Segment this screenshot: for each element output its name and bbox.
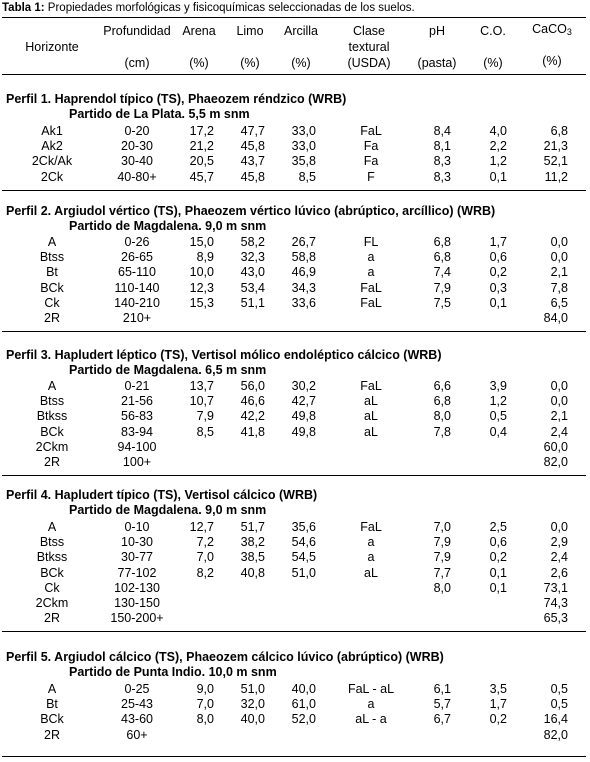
cell-arena: 15,3 — [189, 295, 214, 310]
cell-caco3: 0,5 — [550, 697, 568, 712]
cell-horizonte: A — [47, 379, 57, 393]
cell-caco3: 2,4 — [550, 424, 568, 439]
caption-label: Tabla 1: — [2, 2, 45, 14]
cell-caco3: 73,1 — [543, 580, 568, 595]
cell-co: 2,5 — [489, 520, 507, 534]
cell-profundidad: 26-65 — [121, 250, 153, 265]
cell-profundidad: 20-30 — [121, 139, 153, 154]
cell-caco3: 74,3 — [543, 596, 568, 610]
cell-arcilla: 46,9 — [291, 265, 316, 280]
cell-profundidad: 0-10 — [124, 520, 150, 534]
cell-caco3: 7,8 — [550, 280, 568, 295]
cell-limo: 41,8 — [240, 424, 265, 439]
cell-caco3: 2,4 — [550, 550, 568, 565]
caption-text: Propiedades morfológicas y fisicoquímicas seleccionadas de los suelos. — [44, 2, 415, 14]
header-caco3-base: CaCO — [532, 22, 567, 36]
cell-clase-textural: Fa — [363, 154, 379, 169]
cell-limo: 51,0 — [240, 682, 265, 696]
header-ph-unit: (pasta) — [417, 56, 457, 70]
cell-horizonte: 2R — [44, 455, 60, 469]
cell-arcilla: 26,7 — [291, 235, 316, 249]
cell-arcilla: 35,6 — [291, 520, 316, 534]
cell-profundidad: 130-150 — [114, 596, 160, 610]
cell-horizonte: Btss — [39, 394, 65, 409]
cell-limo: 51,7 — [240, 520, 265, 534]
cell-limo: 32,0 — [240, 697, 265, 712]
cell-horizonte: Ak1 — [41, 124, 63, 138]
cell-co: 2,2 — [489, 139, 507, 154]
cell-profundidad: 43-60 — [121, 712, 153, 727]
cell-horizonte: Btss — [39, 535, 65, 550]
cell-clase-textural: aL — [364, 565, 378, 580]
cell-horizonte: Ak2 — [41, 139, 63, 154]
header-arena-unit: (%) — [189, 56, 209, 70]
cell-profundidad: 10-30 — [121, 535, 153, 550]
cell-horizonte: A — [47, 682, 57, 696]
profile-separator-rule — [2, 631, 586, 632]
cell-ph: 8,4 — [433, 124, 451, 138]
cell-co: 3,9 — [489, 379, 507, 393]
cell-clase-textural: a — [367, 535, 375, 550]
cell-co: 0,3 — [489, 280, 507, 295]
header-caco3-sub: 3 — [566, 27, 572, 37]
cell-ph: 5,7 — [433, 697, 451, 712]
cell-ph: 8,1 — [433, 139, 451, 154]
cell-caco3: 2,9 — [550, 535, 568, 550]
cell-arena: 8,5 — [196, 424, 214, 439]
cell-limo: 58,2 — [240, 235, 265, 249]
cell-arena: 21,2 — [189, 139, 214, 154]
cell-caco3: 0,5 — [550, 682, 568, 696]
cell-co: 0,1 — [489, 580, 507, 595]
cell-limo: 45,8 — [240, 139, 265, 154]
cell-limo: 32,3 — [240, 250, 265, 265]
cell-arcilla: 40,0 — [291, 682, 316, 696]
cell-arena: 7,2 — [196, 535, 214, 550]
bottom-rule — [2, 756, 586, 757]
cell-clase-textural: a — [367, 265, 375, 280]
cell-clase-textural: Fa — [363, 139, 379, 154]
cell-horizonte: BCk — [40, 565, 64, 580]
header-limo-unit: (%) — [240, 56, 260, 70]
cell-profundidad: 140-210 — [114, 295, 160, 310]
cell-ph: 7,9 — [433, 535, 451, 550]
cell-ph: 8,0 — [433, 580, 451, 595]
cell-clase-textural: a — [367, 250, 375, 265]
cell-profundidad: 30-77 — [121, 550, 153, 565]
cell-caco3: 2,1 — [550, 265, 568, 280]
cell-horizonte: Btkss — [36, 550, 68, 565]
cell-caco3: 0,0 — [550, 520, 568, 534]
cell-clase-textural: FaL — [360, 280, 382, 295]
cell-ph: 8,3 — [433, 169, 451, 184]
cell-ph: 6,6 — [433, 379, 451, 393]
cell-clase-textural: FaL — [360, 520, 382, 534]
cell-caco3: 0,0 — [550, 379, 568, 393]
cell-arcilla: 61,0 — [291, 697, 316, 712]
cell-caco3: 52,1 — [543, 154, 568, 169]
cell-profundidad: 0-26 — [124, 235, 150, 249]
cell-arena: 20,5 — [189, 154, 214, 169]
profile-subtitle: Partido de Punta Indio. 10,0 m snm — [69, 665, 277, 679]
cell-co: 0,1 — [489, 295, 507, 310]
cell-arena: 8,0 — [196, 712, 214, 727]
cell-limo: 40,8 — [240, 565, 265, 580]
cell-caco3: 60,0 — [543, 439, 568, 454]
cell-horizonte: A — [47, 235, 57, 249]
cell-limo: 46,6 — [240, 394, 265, 409]
profile-separator-rule — [2, 331, 586, 332]
cell-profundidad: 0-21 — [124, 379, 150, 393]
cell-clase-textural: aL — [364, 424, 378, 439]
cell-limo: 47,7 — [240, 124, 265, 138]
cell-horizonte: 2Ckm — [35, 596, 69, 610]
cell-arena: 45,7 — [189, 169, 214, 184]
top-rule — [2, 17, 586, 18]
cell-arena: 12,3 — [189, 280, 214, 295]
cell-co: 0,5 — [489, 409, 507, 424]
cell-clase-textural: FaL — [360, 295, 382, 310]
cell-ph: 7,9 — [433, 550, 451, 565]
cell-arcilla: 54,5 — [291, 550, 316, 565]
cell-caco3: 6,5 — [550, 295, 568, 310]
cell-profundidad: 150-200+ — [110, 611, 164, 626]
cell-profundidad: 56-83 — [121, 409, 153, 424]
cell-profundidad: 100+ — [122, 455, 152, 469]
cell-horizonte: BCk — [40, 424, 64, 439]
profile-subtitle: Partido de La Plata. 5,5 m snm — [69, 107, 250, 121]
cell-horizonte: 2Ckm — [35, 439, 69, 454]
cell-co: 0,2 — [489, 712, 507, 727]
cell-horizonte: 2Ck — [40, 169, 64, 184]
cell-arcilla: 35,8 — [291, 154, 316, 169]
header-clase-2: textural — [348, 40, 390, 54]
cell-arcilla: 49,8 — [291, 409, 316, 424]
header-arcilla: Arcilla — [283, 24, 319, 38]
cell-horizonte: Ck — [44, 295, 60, 310]
cell-clase-textural: FaL — [360, 379, 382, 393]
cell-ph: 6,8 — [433, 250, 451, 265]
profile-title: Perfil 2. Argiudol vértico (TS), Phaeozem vértico lúvico (abrúptico, arcíllico) (WRB) — [6, 204, 496, 218]
header-co-unit: (%) — [483, 56, 503, 70]
cell-arcilla: 52,0 — [291, 712, 316, 727]
header-co: C.O. — [480, 24, 506, 38]
cell-limo: 38,2 — [240, 535, 265, 550]
cell-ph: 7,5 — [433, 295, 451, 310]
table-caption — [2, 1, 415, 15]
cell-clase-textural: a — [367, 697, 375, 712]
cell-caco3: 2,1 — [550, 409, 568, 424]
cell-arcilla: 33,0 — [291, 139, 316, 154]
cell-ph: 6,1 — [433, 682, 451, 696]
header-arena: Arena — [182, 24, 216, 38]
cell-ph: 6,8 — [433, 394, 451, 409]
cell-clase-textural: aL — [364, 394, 378, 409]
cell-profundidad: 40-80+ — [117, 169, 157, 184]
profile-subtitle: Partido de Magdalena. 9,0 m snm — [69, 219, 267, 233]
cell-horizonte: Ck — [44, 580, 60, 595]
profile-subtitle: Partido de Magdalena. 9,0 m snm — [69, 503, 267, 517]
cell-ph: 7,9 — [433, 280, 451, 295]
cell-profundidad: 0-20 — [124, 124, 150, 138]
cell-clase-textural: aL - a — [355, 712, 387, 727]
cell-limo: 51,1 — [240, 295, 265, 310]
cell-ph: 8,0 — [433, 409, 451, 424]
header-limo: Limo — [236, 24, 264, 38]
cell-ph: 7,7 — [433, 565, 451, 580]
cell-profundidad: 94-100 — [117, 439, 157, 454]
cell-arcilla: 42,7 — [291, 394, 316, 409]
cell-horizonte: BCk — [40, 280, 64, 295]
profile-separator-rule — [2, 190, 586, 191]
cell-profundidad: 60+ — [126, 727, 148, 742]
cell-arcilla: 54,6 — [291, 535, 316, 550]
cell-profundidad: 77-102 — [117, 565, 157, 580]
cell-horizonte: Btss — [39, 250, 65, 265]
cell-arcilla: 49,8 — [291, 424, 316, 439]
cell-arena: 7,9 — [196, 409, 214, 424]
cell-caco3: 6,8 — [550, 124, 568, 138]
cell-co: 1,7 — [489, 697, 507, 712]
cell-arena: 13,7 — [189, 379, 214, 393]
cell-co: 0,6 — [489, 535, 507, 550]
cell-arcilla: 8,5 — [298, 169, 316, 184]
header-arcilla-unit: (%) — [291, 56, 311, 70]
header-horizonte: Horizonte — [25, 40, 79, 54]
cell-profundidad: 110-140 — [114, 280, 160, 295]
profile-separator-rule — [2, 475, 586, 476]
cell-co: 3,5 — [489, 682, 507, 696]
cell-clase-textural: F — [367, 169, 375, 184]
profile-title: Perfil 3. Hapludert léptico (TS), Vertisol mólico endoléptico cálcico (WRB) — [6, 348, 442, 362]
cell-arena: 7,0 — [196, 697, 214, 712]
cell-co: 0,2 — [489, 550, 507, 565]
cell-profundidad: 83-94 — [121, 424, 153, 439]
cell-co: 0,6 — [489, 250, 507, 265]
cell-arcilla: 51,0 — [291, 565, 316, 580]
cell-profundidad: 25-43 — [121, 697, 153, 712]
cell-horizonte: 2R — [44, 727, 60, 742]
cell-profundidad: 65-110 — [118, 265, 156, 280]
cell-profundidad: 210+ — [122, 311, 152, 325]
cell-horizonte: A — [47, 520, 57, 534]
cell-caco3: 2,6 — [550, 565, 568, 580]
profile-title: Perfil 4. Hapludert típico (TS), Vertisol cálcico (WRB) — [6, 488, 318, 502]
cell-caco3: 0,0 — [550, 394, 568, 409]
cell-clase-textural: aL — [364, 409, 378, 424]
cell-arena: 8,9 — [196, 250, 214, 265]
cell-profundidad: 30-40 — [121, 154, 153, 169]
cell-caco3: 82,0 — [543, 455, 568, 469]
cell-co: 1,7 — [489, 235, 507, 249]
cell-limo: 40,0 — [240, 712, 265, 727]
profile-subtitle: Partido de Magdalena. 6,5 m snm — [69, 363, 267, 377]
cell-horizonte: Btkss — [36, 409, 68, 424]
cell-arena: 10,7 — [189, 394, 214, 409]
cell-co: 1,2 — [489, 154, 507, 169]
cell-limo: 53,4 — [240, 280, 265, 295]
cell-arcilla: 30,2 — [291, 379, 316, 393]
cell-profundidad: 0-25 — [124, 682, 150, 696]
cell-arcilla: 33,0 — [291, 124, 316, 138]
cell-horizonte: 2Ck/Ak — [31, 154, 73, 169]
cell-limo: 45,8 — [240, 169, 265, 184]
cell-limo: 42,2 — [240, 409, 265, 424]
profile-title: Perfil 1. Haprendol típico (TS), Phaeozem réndzico (WRB) — [6, 92, 347, 106]
cell-caco3: 84,0 — [543, 311, 568, 325]
header-caco3-unit: (%) — [542, 54, 562, 68]
cell-horizonte: 2R — [44, 311, 60, 325]
cell-arcilla: 34,3 — [291, 280, 316, 295]
cell-horizonte: BCk — [40, 712, 64, 727]
profile-title: Perfil 5. Argiudol cálcico (TS), Phaeozem cálcico lúvico (abrúptico) (WRB) — [6, 650, 444, 664]
cell-clase-textural: FaL - aL — [347, 682, 395, 696]
cell-co: 0,2 — [489, 265, 507, 280]
header-ph: pH — [429, 24, 445, 38]
cell-clase-textural: a — [367, 550, 375, 565]
cell-limo: 43,0 — [240, 265, 265, 280]
cell-arena: 17,2 — [189, 124, 214, 138]
cell-caco3: 82,0 — [543, 727, 568, 742]
cell-ph: 7,8 — [433, 424, 451, 439]
cell-limo: 38,5 — [240, 550, 265, 565]
cell-arena: 7,0 — [196, 550, 214, 565]
cell-caco3: 21,3 — [543, 139, 568, 154]
header-clase-1: Clase — [353, 24, 385, 38]
cell-limo: 43,7 — [240, 154, 265, 169]
cell-profundidad: 21-56 — [121, 394, 153, 409]
cell-horizonte: Bt — [46, 697, 58, 712]
cell-ph: 6,7 — [433, 712, 451, 727]
cell-arena: 10,0 — [189, 265, 214, 280]
header-profundidad-unit: (cm) — [124, 56, 150, 70]
cell-caco3: 0,0 — [550, 235, 568, 249]
cell-profundidad: 102-130 — [114, 580, 160, 595]
cell-co: 0,4 — [489, 424, 507, 439]
cell-clase-textural: FaL — [360, 124, 382, 138]
cell-ph: 7,4 — [433, 265, 451, 280]
cell-horizonte: 2R — [44, 611, 60, 626]
cell-co: 4,0 — [489, 124, 507, 138]
cell-clase-textural: FL — [363, 235, 379, 249]
cell-arcilla: 58,8 — [291, 250, 316, 265]
cell-arena: 15,0 — [189, 235, 214, 249]
cell-arena: 12,7 — [189, 520, 214, 534]
cell-horizonte: Bt — [46, 265, 58, 280]
header-caco3 — [532, 22, 572, 37]
cell-caco3: 16,4 — [543, 712, 568, 727]
header-clase-3: (USDA) — [347, 56, 391, 70]
cell-ph: 6,8 — [433, 235, 451, 249]
cell-co: 0,1 — [489, 565, 507, 580]
cell-arena: 8,2 — [196, 565, 214, 580]
header-rule — [2, 74, 586, 75]
cell-ph: 7,0 — [433, 520, 451, 534]
cell-arena: 9,0 — [196, 682, 214, 696]
cell-arcilla: 33,6 — [291, 295, 316, 310]
cell-co: 0,1 — [489, 169, 507, 184]
cell-caco3: 65,3 — [543, 611, 568, 626]
cell-caco3: 0,0 — [550, 250, 568, 265]
cell-ph: 8,3 — [433, 154, 451, 169]
cell-co: 1,2 — [489, 394, 507, 409]
header-profundidad: Profundidad — [103, 24, 171, 38]
cell-caco3: 11,2 — [544, 169, 568, 184]
cell-limo: 56,0 — [240, 379, 265, 393]
